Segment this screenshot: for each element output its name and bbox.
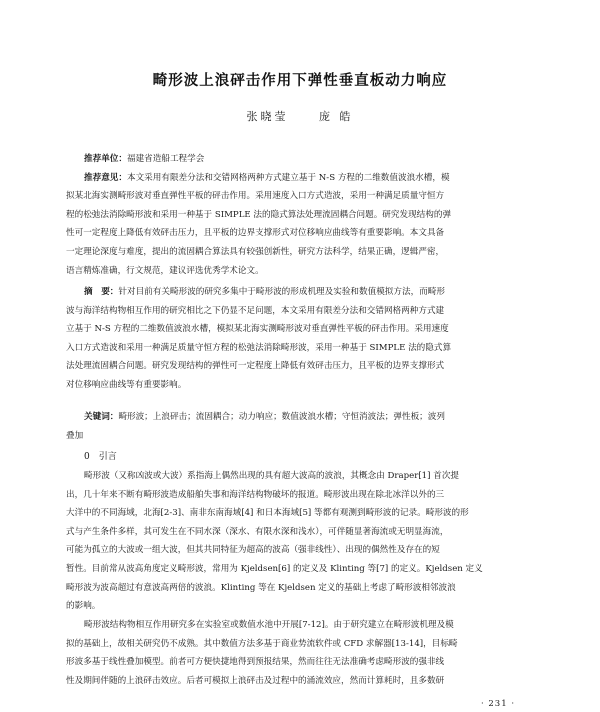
recommendation-block xyxy=(66,150,540,280)
body-line: 的影响。 xyxy=(66,601,101,612)
keywords-label: 关键词： xyxy=(84,412,119,422)
recommend-unit-label: 推荐单位： xyxy=(84,154,127,164)
author-name: 张晓莹 xyxy=(246,110,289,123)
body-line: 畸形波结构物相互作用研究多在实验室或数值水池中开展[7-12]。由于研究建立在畸形波机理及模 xyxy=(84,620,454,630)
body-line: 形波多基于线性叠加模型。前者可方便快捷地得到预报结果，然而往往无法准确考虑畸形波的强非线 xyxy=(66,657,445,668)
body-line: 畸形波（又称凶波或大波）系指海上偶然出现的具有超大波高的波浪，其概念由 Draper[1] 首次提 xyxy=(84,471,460,481)
keywords-block xyxy=(66,408,540,445)
recommend-unit: 福建省造船工程学会 xyxy=(126,154,205,164)
author-list xyxy=(0,108,600,124)
recommend-opinion-text: 拟某北海实测畸形波对垂直弹性平板的砰击作用。采用速度入口方式造波，采用一种满足质量守恒方 xyxy=(66,191,445,202)
recommend-opinion-text: 一定理论深度与难度，提出的流固耦合算法具有较强创新性，研究方法科学，结果正确，逻辑严密， xyxy=(66,246,445,257)
recommend-opinion-line xyxy=(66,169,540,188)
intro-paragraph xyxy=(66,467,540,616)
abstract-line xyxy=(66,283,540,302)
body-line: 可能为孤立的大波或一组大波，但其共同特征为超高的波高（强非线性）、出现的偶然性及存在的短 xyxy=(66,545,440,556)
body-line: 拟的基础上，故相关研究仍不成熟。其中数值方法多基于商业势流软件或 CFD 求解器[13-14]，目标畸 xyxy=(66,638,458,649)
intro-paragraph xyxy=(66,616,540,690)
page-number: · 231 · xyxy=(481,699,516,709)
section-heading: 0 引言 xyxy=(84,452,117,462)
abstract-text: 立基于 N-S 方程的二维数值波浪水槽，模拟某北海实测畸形波对垂直弹性平板的砰击作用。采用速度 xyxy=(66,324,449,335)
keywords-text: 畸形波；上浪砰击；流固耦合；动力响应；数值波浪水槽；守恒消波法；弹性板；波列 xyxy=(118,412,445,422)
recommend-opinion-text: 性可一定程度上降低有效砰击压力，且平板的边界支撑形式对位移响应曲线等有重要影响。本文具备 xyxy=(66,228,445,239)
recommend-opinion-text: 程的松弛法消除畸形波和采用一种基于 SIMPLE 法的隐式算法处理流固耦合问题。研究发现结构的弹 xyxy=(66,209,452,220)
abstract-block xyxy=(66,283,540,395)
abstract-text: 对位移响应曲线等有重要影响。 xyxy=(66,379,187,390)
abstract-text: 入口方式造波和采用一种满足质量守恒方程的松弛法消除畸形波，采用一种基于 SIMPLE 法的隐式算 xyxy=(66,342,452,353)
abstract-text: 针对目前有关畸形波的研究多集中于畸形波的形成机理及实验和数值模拟方法，而畸形 xyxy=(118,287,445,297)
body-line: 式与产生条件多样，其可发生在不同水深（深水、有限水深和浅水），可伴随显著海流或无明显海流， xyxy=(66,526,449,537)
author-name: 庞 皓 xyxy=(319,110,354,123)
recommend-opinion-text: 本文采用有限差分法和交错网格两种方式建立基于 N-S 方程的二维数值波浪水槽，模 xyxy=(126,172,450,183)
recommend-opinion-label: 推荐意见： xyxy=(84,172,127,183)
abstract-text: 法处理流固耦合问题。研究发现结构的弹性可一定程度上降低有效砰击压力，且平板的边界支撑形式 xyxy=(66,361,445,372)
keywords-line xyxy=(66,408,540,427)
body-line: 大洋中的不同海域，北海[2-3]、南非东南海域[4] 和日本海域[5] 等都有观测到畸形波的记录。畸形波的形 xyxy=(66,508,469,519)
paper-title: 畸形波上浪砰击作用下弹性垂直板动力响应 xyxy=(152,73,448,89)
body-line: 出，几十年来不断有畸形波造成船舶失事和海洋结构物破坏的报道。畸形波出现在除北冰洋以外的三 xyxy=(66,489,445,500)
keywords-text: 叠加 xyxy=(66,430,84,441)
body-line: 畸形波为波高超过有意波高两倍的波浪。Klinting 等在 Kjeldsen 定义的基础上考虑了畸形波相邻波浪 xyxy=(66,582,456,593)
abstract-text: 波与海洋结构物相互作用的研究相比之下仍显不足问题，本文采用有限差分法和交错网格两种方式建 xyxy=(66,305,445,316)
recommend-unit-line xyxy=(66,150,540,169)
body-line: 性及期间伴随的上浪砰击效应。后者可模拟上浪砰击及过程中的涌流效应，然而计算耗时，且多数研 xyxy=(66,675,445,686)
body-line: 暂性。目前常从波高角度定义畸形波，常用为 Kjeldsen[6] 的定义及 Klinting 等[7] 的定义。Kjeldsen 定义 xyxy=(66,563,483,574)
abstract-label: 摘 要： xyxy=(84,287,119,297)
recommend-opinion-text: 语言精炼准确，行文规范，建议评选优秀学术论文。 xyxy=(66,265,264,276)
